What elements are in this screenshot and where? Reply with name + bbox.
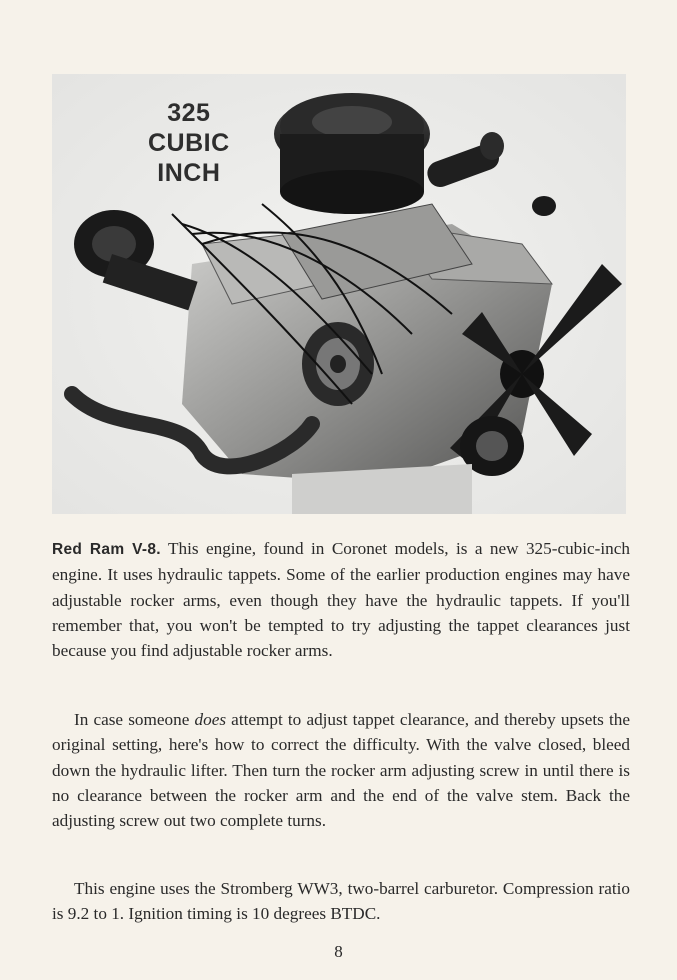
caption-line-3: INCH — [157, 159, 221, 187]
engine-displacement-label — [148, 98, 230, 188]
engine-photo — [52, 74, 626, 514]
caption-line-1: 325 — [167, 99, 211, 127]
paragraph-text-end: attempt to adjust tappet clearance, and thereby upsets the original setting, here's how to correct the difficulty. With the valve closed, bleed down the hydraulic lifter. Then turn the rocker arm adjusting screw in until there is no clearance between the rocker arm and the end of the valve stem. Back the adjusting screw out two complete turns. — [52, 710, 630, 831]
paragraph-body: This engine uses the Stromberg WW3, two-barrel carburetor. Compression ratio is 9.2 to 1. Ignition timing is 10 degrees BTDC. — [52, 879, 630, 924]
page-number: 8 — [334, 942, 343, 961]
engine-illustration — [52, 74, 626, 514]
caption-line-2: CUBIC — [148, 129, 230, 157]
paragraph-body: This engine, found in Coronet models, is a new 325-cubic-inch engine. It uses hydraulic tappets. Some of the earlier production engines may have adjustable rocker arms, even though they have the hydraulic tappets. If you'll remember that, you won't be tempted to try adjusting the tappet clearances just because you find adjustable rocker arms. — [52, 539, 630, 661]
paragraph-carburetor — [52, 876, 630, 927]
paragraph-red-ram — [52, 536, 630, 663]
paragraph-text-start: In case someone — [74, 710, 195, 729]
paragraph-emphasis: does — [194, 710, 227, 729]
paragraph-tappet-adjustment — [52, 707, 630, 833]
paragraph-lead: Red Ram V-8. — [52, 541, 161, 558]
